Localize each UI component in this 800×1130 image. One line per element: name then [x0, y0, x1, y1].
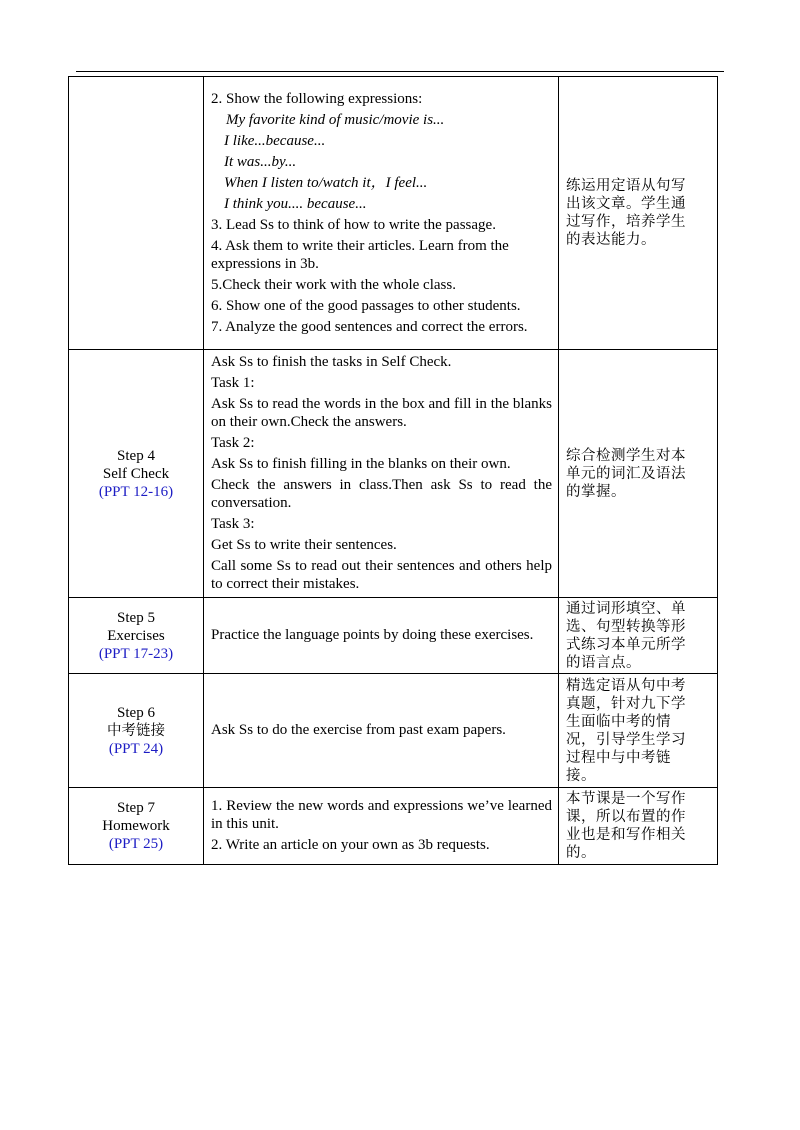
activity-line: Get Ss to write their sentences. [211, 537, 397, 553]
purpose-line: 单元的词汇及语法 [566, 465, 686, 482]
activity-line: 7. Analyze the good sentences and correct the errors. [211, 318, 528, 335]
activity-line: Practice the language points by doing these exercises. [211, 627, 534, 643]
ppt-reference: (PPT 25) [108, 836, 164, 852]
activity-line: Ask Ss to finish filling in the blanks on their own. [211, 456, 511, 472]
purpose-line: 的掌握。 [566, 483, 626, 500]
activity-line: Call some Ss to read out their sentences and others help to correct their mistakes. [211, 558, 552, 592]
purpose-line: 业也是和写作相关 [566, 827, 686, 843]
task-label: Task 1: [211, 375, 255, 391]
step-cell-empty [69, 77, 204, 350]
header-rule [76, 71, 724, 72]
purpose-line: 精选定语从句中考 [566, 677, 686, 694]
table-row [69, 598, 718, 674]
purpose-line: 综合检测学生对本 [566, 447, 686, 464]
purpose-line: 的表达能力。 [566, 232, 656, 248]
activity-cell [204, 77, 559, 350]
activity-line: Ask Ss to do the exercise from past exam papers. [211, 722, 506, 738]
task-label: Task 3: [211, 516, 255, 532]
purpose-line: 课，所以布置的作 [566, 809, 686, 825]
activity-line: 5.Check their work with the whole class. [211, 276, 456, 293]
activity-cell [204, 350, 559, 598]
step-cell [69, 788, 204, 865]
purpose-line: 的。 [566, 845, 596, 861]
ppt-reference: (PPT 17-23) [98, 645, 174, 662]
purpose-line: 接。 [566, 767, 596, 784]
purpose-cell [559, 674, 718, 788]
purpose-line: 过程中与中考链 [566, 749, 671, 766]
table-row [69, 350, 718, 598]
expression-line: I think you.... because... [224, 195, 367, 212]
purpose-line: 练运用定语从句写 [566, 178, 686, 194]
step-title: Step 6 [117, 704, 155, 721]
step-cell [69, 598, 204, 674]
activity-line: Ask Ss to finish the tasks in Self Check. [211, 354, 452, 370]
purpose-line: 真题，针对九下学 [566, 695, 686, 712]
purpose-cell [559, 598, 718, 674]
activity-line: 6. Show one of the good passages to other students. [211, 297, 521, 314]
activity-line: 1. Review the new words and expressions we’ve learned in this unit. [211, 798, 552, 832]
activity-cell [204, 674, 559, 788]
purpose-line: 选、句型转换等形 [566, 618, 686, 635]
ppt-reference: (PPT 24) [108, 740, 164, 757]
expression-line: It was...by... [224, 153, 297, 170]
purpose-line: 过写作，培养学生 [566, 214, 686, 230]
step-subtitle: 中考链接 [107, 722, 165, 739]
purpose-line: 式练习本单元所学 [566, 636, 686, 653]
purpose-line: 出该文章。学生通 [566, 196, 686, 212]
step-cell [69, 674, 204, 788]
step-title: Step 5 [117, 609, 155, 626]
step-cell [69, 350, 204, 598]
activity-cell [204, 598, 559, 674]
purpose-line: 通过词形填空、单 [566, 600, 686, 617]
purpose-line: 的语言点。 [566, 654, 641, 671]
table-row [69, 77, 718, 350]
purpose-cell [559, 350, 718, 598]
purpose-line: 况，引导学生学习 [566, 731, 686, 748]
ppt-reference: (PPT 12-16) [98, 483, 174, 500]
activity-line: Ask Ss to read the words in the box and fill in the blanks on their own.Check the answers. [211, 396, 552, 430]
activity-line: 3. Lead Ss to think of how to write the passage. [211, 216, 496, 233]
task-label: Task 2: [211, 435, 255, 451]
activity-line: Check the answers in class.Then ask Ss to read the conversation. [211, 477, 552, 511]
lesson-plan-table [68, 76, 718, 865]
expression-line: When I listen to/watch it，I feel... [224, 174, 428, 191]
activity-cell [204, 788, 559, 865]
step-subtitle: Exercises [107, 627, 165, 644]
purpose-line: 生面临中考的情 [566, 713, 671, 730]
step-title: Step 4 [117, 447, 155, 464]
step-subtitle: Homework [102, 818, 170, 834]
purpose-cell [559, 77, 718, 350]
table-row [69, 674, 718, 788]
activity-line: 2. Show the following expressions: [211, 90, 423, 107]
expression-line: I like...because... [224, 132, 326, 149]
purpose-line: 本节课是一个写作 [566, 791, 686, 807]
purpose-cell [559, 788, 718, 865]
activity-line: 2. Write an article on your own as 3b requests. [211, 837, 490, 853]
activity-line: 4. Ask them to write their articles. Learn from the expressions in 3b. [211, 237, 509, 272]
step-title: Step 7 [117, 800, 155, 816]
table-row [69, 788, 718, 865]
expression-line: My favorite kind of music/movie is... [226, 111, 445, 128]
step-subtitle: Self Check [102, 465, 170, 482]
